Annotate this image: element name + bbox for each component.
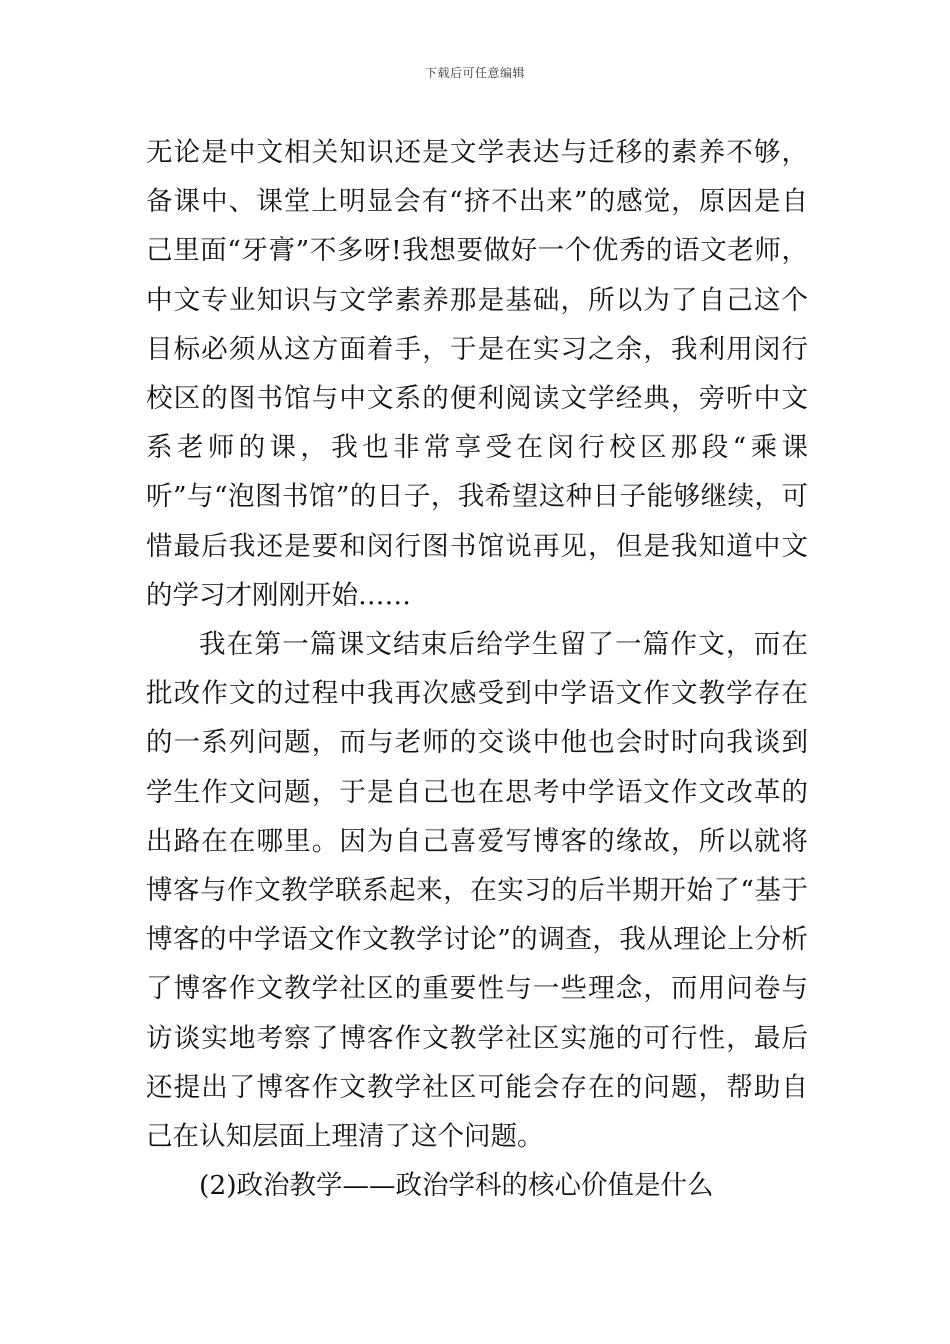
document-body	[146, 128, 808, 1210]
paragraph-continued: 无论是中文相关知识还是文学表达与迁移的素养不够，备课中、课堂上明显会有“挤不出来”的感觉，原因是自己里面“牙膏”不多呀!我想要做好一个优秀的语文老师，中文专业知识与文学素养那是基础，所以为了自己这个目标必须从这方面着手，于是在实习之余，我利用闵行校区的图书馆与中文系的便利阅读文学经典，旁听中文系老师的课，我也非常享受在闵行校区那段“乘课听”与“泡图书馆”的日子，我希望这种日子能够继续，可惜最后我还是要和闵行图书馆说再见，但是我知道中文的学习才刚刚开始……	[146, 137, 808, 611]
page-header-note: 下载后可任意编辑	[424, 66, 525, 80]
paragraph-essay-teaching: 我在第一篇课文结束后给学生留了一篇作文，而在批改作文的过程中我再次感受到中学语文作文教学存在的一系列问题，而与老师的交谈中他也会时时向我谈到学生作文问题，于是自己也在思考中学语文作文改革的出路在在哪里。因为自己喜爱写博客的缘故，所以就将博客与作文教学联系起来，在实习的后半期开始了“基于博客的中学语文作文教学讨论”的调查，我从理论上分析了博客作文教学社区的重要性与一些理念，而用问卷与访谈实地考察了博客作文教学社区实施的可行性，最后还提出了博客作文教学社区可能会存在的问题，帮助自己在认知层面上理清了这个问题。	[146, 629, 808, 1153]
section-heading: (2)政治教学——政治学科的核心价值是什么	[199, 1170, 714, 1202]
